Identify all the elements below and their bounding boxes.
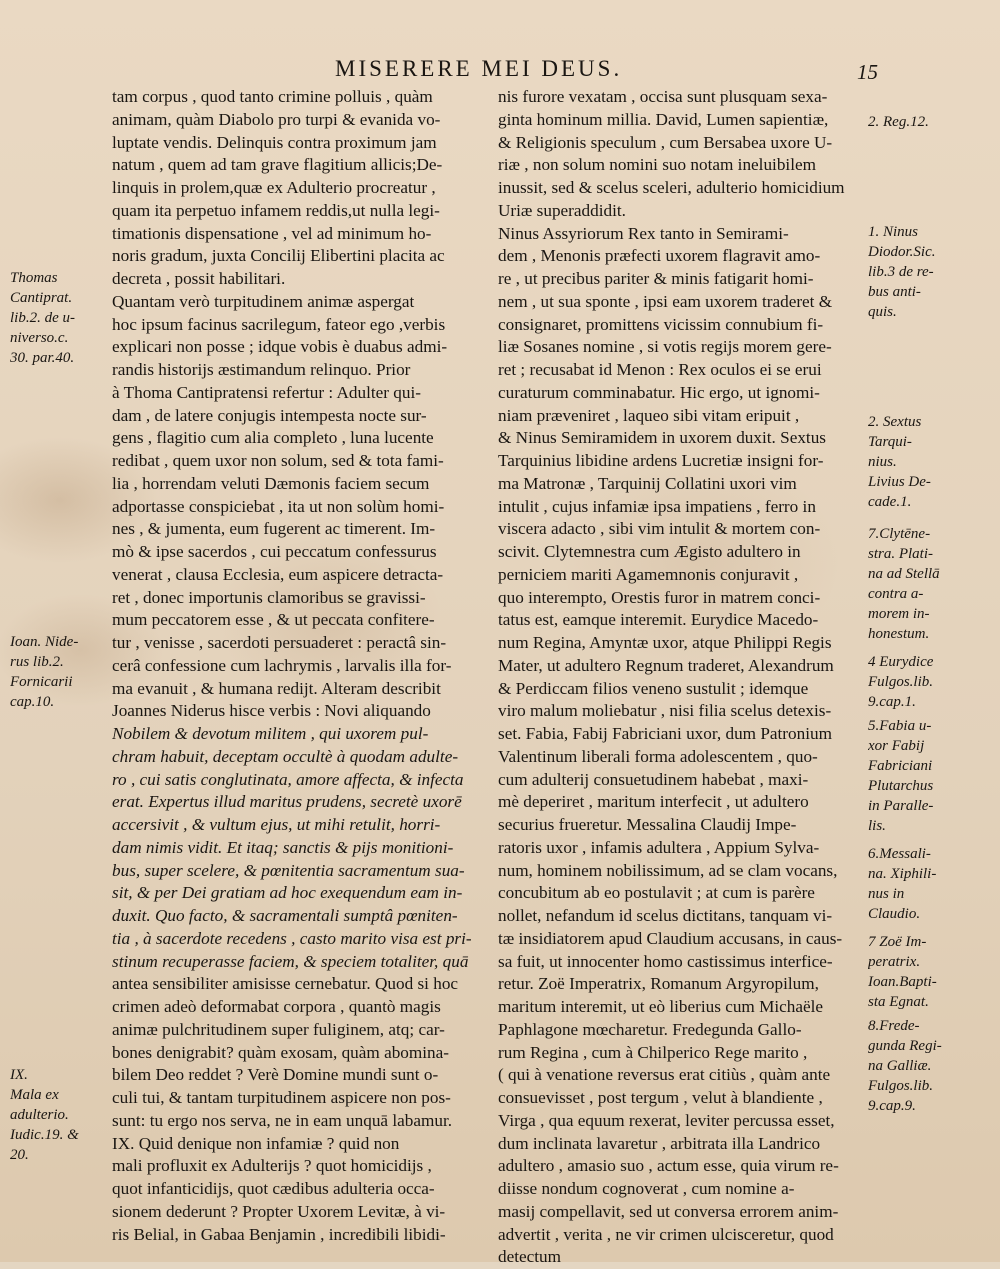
marginal-note (868, 932, 937, 1012)
marginal-note-line: in Paralle- (868, 798, 934, 814)
text-line: ro , cui satis conglutinata, amore affecta, & infecta (112, 769, 464, 789)
text-line: advertit , verita , ne vir crimen ulcisceretur, quod (498, 1224, 834, 1244)
marginal-note-line: Livius De- (868, 474, 931, 490)
marginal-note-line: Mala ex (10, 1087, 59, 1103)
text-line: Ninus Assyriorum Rex tanto in Semirami- (498, 223, 789, 243)
text-line: tam corpus , quod tanto crimine polluis , quàm (112, 87, 433, 106)
text-line: randis historijs æstimandum relinquo. Prior (112, 360, 411, 379)
marginal-note-line: Fornicarii (10, 674, 73, 690)
marginal-note-line: na ad Stellā (868, 566, 940, 582)
marginal-note (10, 268, 75, 368)
text-line: tæ insidiatorem apud Claudium accusans, in caus- (498, 928, 843, 948)
text-line: ret , donec importunis clamoribus se gravissi- (112, 587, 426, 607)
text-line: adportasse conspiciebat , ita ut non solùm homi- (112, 496, 445, 516)
text-line: nes , & jumenta, eum fugerent ac timerent. Im- (112, 519, 436, 539)
text-line: retur. Zoë Imperatrix, Romanum Argyropilum, (498, 974, 819, 994)
marginal-note-line: na. Xiphili- (868, 866, 937, 882)
text-line: stinum recuperasse faciem, & speciem totaliter, quā (112, 951, 469, 971)
text-line: gens , flagitio cum alia completo , luna lucente (112, 428, 434, 448)
text-line: timationis dispensatione , vel ad minimum ho- (112, 223, 432, 243)
text-line: masij compellavit, sed ut conversa errorem anim- (498, 1201, 839, 1221)
text-line: Virga , qua equum rexerat, leviter percussa esset, (498, 1110, 835, 1130)
marginal-note-line: Thomas (10, 270, 58, 286)
marginal-note-line: sta Egnat. (868, 994, 929, 1010)
marginal-note-line: peratrix. (868, 954, 921, 970)
text-line: accersivit , & vultum ejus, ut mihi retulit, horri- (112, 815, 441, 834)
marginal-note-line: Iudic.19. & (10, 1127, 79, 1143)
text-line: viro malum moliebatur , nisi filia scelus detexis- (498, 701, 832, 721)
left-text-column (112, 86, 500, 1246)
text-line: ratoris uxor , infamis adultera , Appium Sylva- (498, 837, 820, 857)
text-line: rum Regina , cum à Chilperico Rege marito , (498, 1042, 808, 1062)
marginal-note-line: Cantiprat. (10, 290, 73, 306)
text-line: securius frueretur. Messalina Claudij Impe- (498, 815, 797, 834)
marginal-note-line: Fabriciani (868, 758, 933, 774)
text-line: antea sensibiliter amisisse cernebatur. Quod si hoc (112, 974, 459, 994)
text-line: IX. Quid denique non infamiæ ? quid non (112, 1133, 400, 1153)
text-line: Paphlagone mœcharetur. Fredegunda Gallo- (498, 1019, 802, 1039)
text-line: Uriæ superaddidit. (498, 200, 626, 220)
text-line: Nobilem & devotum militem , qui uxorem pul- (112, 724, 429, 743)
text-line: viscera adacto , sibi vim intulit & mortem con- (498, 519, 821, 539)
text-line: dum inclinata lavaretur , arbitrata illa Landrico (498, 1133, 821, 1153)
text-line: mum peccatorem esse , & ut peccata confitere- (112, 610, 435, 630)
marginal-note-line: 30. par.40. (10, 350, 75, 366)
marginal-note-line: xor Fabij (868, 738, 925, 754)
text-line: bilem Deo reddet ? Verè Domine mundi sunt o- (112, 1065, 439, 1085)
text-line: hoc ipsum facinus sacrilegum, fateor ego ,verbis (112, 314, 446, 334)
marginal-note-line: Claudio. (868, 906, 921, 922)
text-line: Joannes Niderus hisce verbis : Novi aliquando (112, 701, 431, 721)
text-line: linquis in prolem,quæ ex Adulterio procreatur , (112, 178, 436, 197)
text-line: nis furore vexatam , occisa sunt plusquam sexa- (498, 87, 828, 106)
text-line: Mater, ut adultero Regnum traderet, Alexandrum (498, 655, 834, 675)
text-line: num, hominem nobilissimum, ad se clam vocans, (498, 860, 838, 880)
marginal-note (868, 1016, 942, 1116)
text-line: sunt: tu ergo nos serva, ne in eam unquā labamur. (112, 1110, 453, 1130)
text-line: quam ita perpetuo infamem reddis,ut nulla legi- (112, 200, 440, 220)
text-line: ma evanuit , & humana redijt. Alteram describit (112, 678, 441, 698)
text-line: sa fuit, ut innocenter homo castissimus interfice- (498, 951, 833, 971)
marginal-note-line: na Galliæ. (868, 1058, 932, 1074)
text-line: Tarquinius libidine ardens Lucretiæ insigni for- (498, 451, 824, 470)
marginal-note (868, 112, 929, 132)
text-line: noris gradum, juxta Concilij Elibertini placita ac (112, 246, 445, 266)
text-line: inussit, sed & scelus sceleri, adulterio homicidium (498, 178, 845, 197)
marginal-note-line: quis. (868, 304, 897, 320)
text-line: explicari non posse ; idque vobis è duabus admi- (112, 337, 448, 357)
text-line: re , ut precibus pariter & minis fatigarit homi- (498, 269, 814, 288)
marginal-note-line: 7 Zoë Im- (868, 934, 927, 950)
marginal-note-line: 7.Clytēne- (868, 526, 931, 542)
text-line: lia , horrendam veluti Dæmonis faciem secum (112, 473, 430, 493)
text-line: concubitum ab eo postulavit ; at cum is parère (498, 883, 815, 903)
running-head: MISERERE MEI DEUS. (335, 56, 623, 81)
text-line: ginta hominum millia. David, Lumen sapientiæ, (498, 109, 829, 129)
text-line: chram habuit, deceptam occultè à quodam adulte- (112, 746, 459, 766)
marginal-note (868, 716, 933, 836)
text-line: Quantam verò turpitudinem animæ aspergat (112, 291, 415, 311)
text-line: bus, super scelere, & pœnitentia sacramentum sua- (112, 860, 465, 880)
marginal-note-line: 9.cap.1. (868, 694, 916, 710)
text-line: & Perdiccam filios veneno sustulit ; idemque (498, 678, 809, 698)
text-line: intulit , cujus infamiæ ipsa impatiens , ferro in (498, 496, 816, 516)
marginal-note-line: 6.Messali- (868, 846, 931, 862)
marginal-note-line: cap.10. (10, 694, 55, 710)
text-line: detectum (498, 1247, 561, 1267)
text-line: diisse nondum cognoverat , cum nomine a- (498, 1179, 795, 1198)
marginal-note-line: Fulgos.lib. (868, 674, 934, 690)
marginal-note (868, 844, 936, 924)
text-line: dam nimis vidit. Et itaq; sanctis & pijs monitioni- (112, 837, 454, 857)
text-line: dam , de latere conjugis intempesta nocte sur- (112, 405, 427, 425)
marginal-note (868, 524, 940, 644)
marginal-note-line: niverso.c. (10, 330, 69, 346)
text-line: ret ; recusabat id Menon : Rex oculos ei se erui (498, 360, 822, 379)
right-text-column (498, 86, 876, 1269)
marginal-note-line: IX. (10, 1067, 28, 1083)
marginal-note-line: 20. (10, 1147, 29, 1163)
marginal-note-line: 2. Reg.12. (868, 114, 929, 130)
marginal-note-line: cade.1. (868, 494, 912, 510)
text-line: redibat , quem uxor non solum, sed & tota fami- (112, 451, 444, 470)
text-line: culi tui, & tantam turpitudinem aspicere non pos- (112, 1088, 451, 1107)
text-line: ( qui à venatione reversus erat citiùs , quàm ante (498, 1065, 831, 1085)
text-line: sit, & per Dei gratiam ad hoc exequendum eam in- (112, 883, 463, 903)
marginal-note-line: bus anti- (868, 284, 921, 300)
marginal-note (10, 1065, 79, 1165)
text-line: maritum interemit, ut eò liberius cum Michaële (498, 997, 824, 1016)
text-line: natum , quem ad tam grave flagitium allicis;De- (112, 155, 443, 175)
text-line: consignaret, promittens vicissim connubium fi- (498, 314, 824, 334)
text-line: perniciem mariti Agamemnonis conjuravit , (498, 564, 799, 584)
text-line: adultero , amasio suo , actum esse, quia virum re- (498, 1156, 839, 1176)
text-line: tur , venisse , sacerdoti persuaderet : peractâ sin- (112, 633, 447, 652)
marginal-note-line: nus in (868, 886, 905, 902)
marginal-note-line: 1. Ninus (868, 224, 919, 240)
marginal-note-line: honestum. (868, 626, 930, 642)
text-line: riæ , non solum nomini suo notam ineluibilem (498, 155, 816, 175)
text-line: decreta , possit habilitari. (112, 269, 286, 288)
text-line: ris Belial, in Gabaa Benjamin , incredibili libidi- (112, 1224, 446, 1244)
marginal-note-line: Plutarchus (868, 778, 934, 794)
text-line: animam, quàm Diabolo pro turpi & evanida vo- (112, 109, 441, 129)
text-line: tia , à sacerdote recedens , casto marito visa est pri- (112, 928, 472, 948)
text-line: curaturum comminabatur. Hic ergo, ut ignomi- (498, 382, 820, 402)
text-line: consuevisset , post tergum , velut à blandiente , (498, 1088, 823, 1107)
text-line: quo interempto, Orestis furor in matrem conci- (498, 587, 821, 607)
marginal-note (10, 632, 78, 712)
text-line: cerâ confessione cum lachrymis , larvalis illa for- (112, 655, 452, 675)
text-line: & Ninus Semiramidem in uxorem duxit. Sextus (498, 428, 826, 448)
marginal-note-line: nius. (868, 454, 897, 470)
text-line: mè deperiret , maritum interfecit , ut adultero (498, 792, 809, 812)
marginal-note-line: 8.Frede- (868, 1018, 920, 1034)
marginal-note (868, 222, 936, 322)
marginal-note (868, 652, 933, 712)
text-line: niam præveniret , laqueo sibi vitam eripuit , (498, 405, 800, 425)
marginal-note-line: 5.Fabia u- (868, 718, 932, 734)
page-number: 15 (857, 60, 878, 84)
marginal-note-line: lib.3 de re- (868, 264, 934, 280)
text-line: mali profluxit ex Adulterijs ? quot homicidijs , (112, 1156, 432, 1176)
marginal-note (868, 412, 931, 512)
text-line: animæ pulchritudinem super fuliginem, atq; car- (112, 1019, 445, 1039)
marginal-note-line: Ioan.Bapti- (868, 974, 937, 990)
text-line: dem , Menonis præfecti uxorem flagravit amo- (498, 246, 821, 266)
marginal-note-line: lib.2. de u- (10, 310, 75, 326)
text-line: sionem dederunt ? Propter Uxorem Levitæ, à vi- (112, 1201, 446, 1221)
text-line: luptate vendis. Delinquis contra proximum jam (112, 132, 437, 152)
marginal-note-line: Tarqui- (868, 434, 912, 450)
text-line: Valentinum liberali forma adolescentem , quo- (498, 746, 818, 766)
text-line: crimen adeò deformabat corpora , quantò magis (112, 997, 441, 1016)
marginal-note-line: contra a- (868, 586, 924, 602)
text-line: nollet, nefandum id scelus dictitans, tanquam vi- (498, 906, 833, 925)
marginal-note-line: lis. (868, 818, 886, 834)
text-line: à Thoma Cantipratensi refertur : Adulter qui- (112, 382, 421, 402)
marginal-note-line: morem in- (868, 606, 930, 622)
marginal-note-line: 2. Sextus (868, 414, 922, 430)
text-line: nem , ut sua sponte , ipsi eam uxorem traderet & (498, 291, 833, 311)
text-line: quot infanticidijs, quot cædibus adulteria occa- (112, 1179, 435, 1198)
text-line: venerat , clausa Ecclesia, eum aspicere detracta- (112, 564, 444, 584)
text-line: cum adulterij consuetudinem habebat , maxi- (498, 769, 809, 789)
marginal-note-line: gunda Regi- (868, 1038, 942, 1054)
marginal-note-line: stra. Plati- (868, 546, 934, 562)
text-line: liæ Sosanes nomine , si votis regijs morem gere- (498, 337, 832, 357)
text-line: mò & ipse sacerdos , cui peccatum confessurus (112, 542, 437, 561)
marginal-note-line: adulterio. (10, 1107, 69, 1123)
text-line: & Religionis speculum , cum Bersabea uxore U- (498, 132, 833, 152)
text-line: ma Matronæ , Tarquinij Collatini uxori vim (498, 473, 797, 493)
marginal-note-line: Diodor.Sic. (868, 244, 936, 260)
text-line: bones denigrabit? quàm exosam, quàm abomina- (112, 1042, 449, 1062)
text-line: duxit. Quo facto, & sacramentali sumptâ pœniten- (112, 906, 458, 925)
text-line: scivit. Clytemnestra cum Ægisto adultero in (498, 542, 801, 561)
marginal-note-line: rus lib.2. (10, 654, 64, 670)
marginal-note-line: 9.cap.9. (868, 1098, 916, 1114)
marginal-note-line: Fulgos.lib. (868, 1078, 934, 1094)
text-line: tatus est, eamque interemit. Eurydice Macedo- (498, 610, 819, 630)
marginal-note-line: 4 Eurydice (868, 654, 934, 670)
text-line: set. Fabia, Fabij Fabriciani uxor, dum Patronium (498, 724, 832, 743)
text-line: erat. Expertus illud maritus prudens, secretè uxorē (112, 792, 462, 812)
text-line: num Regina, Amyntæ uxor, atque Philippi Regis (498, 633, 832, 652)
marginal-note-line: Ioan. Nide- (10, 634, 79, 650)
